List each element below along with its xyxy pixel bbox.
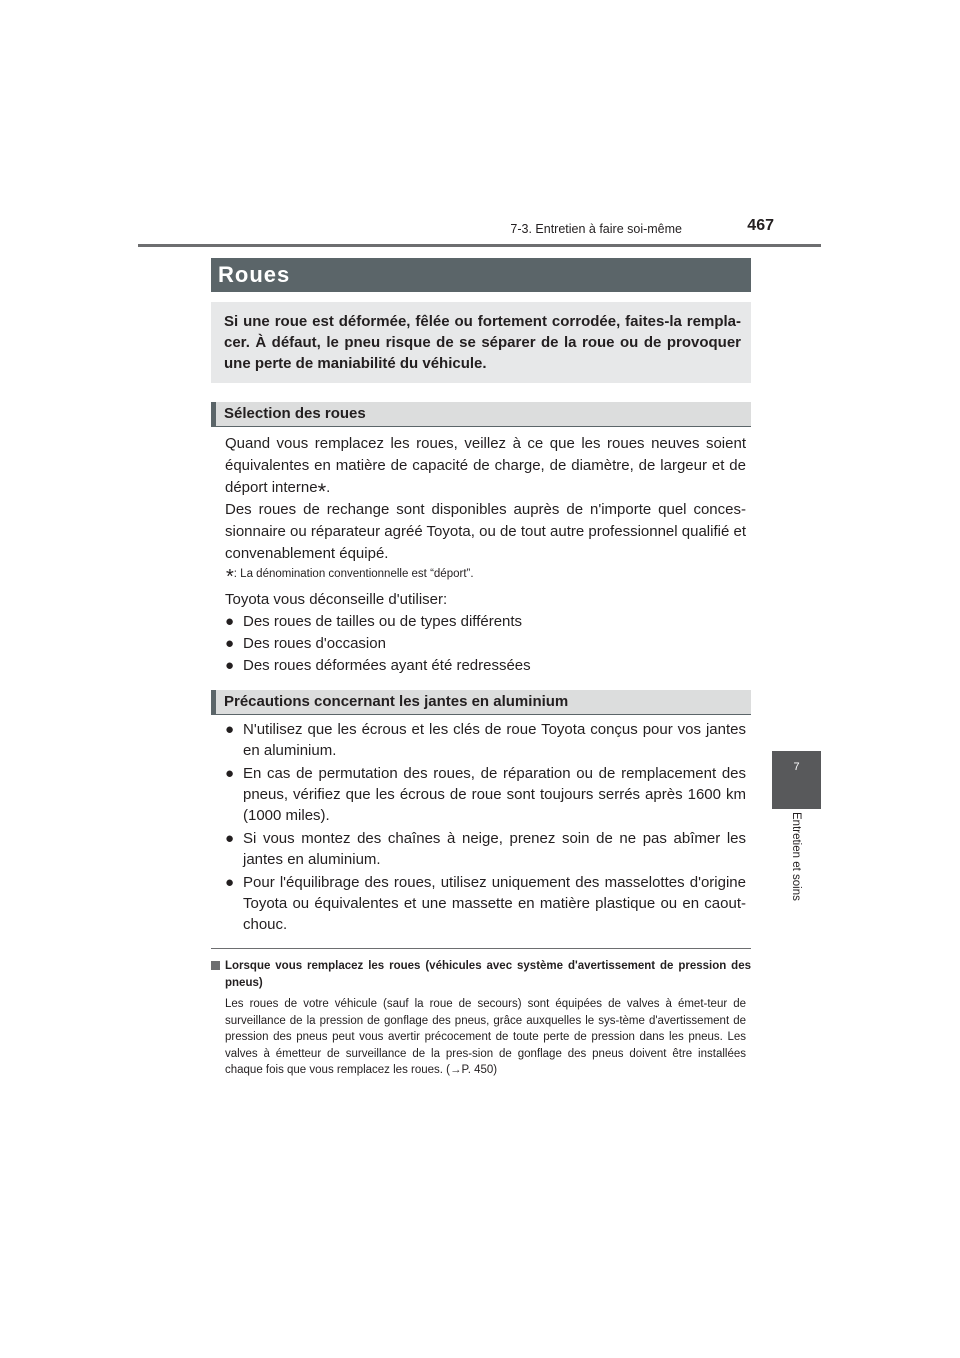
list-item: ● Pour l'équilibrage des roues, utilisez uniquement des masselottes d'origine Toyota ou équivalentes et une massette en matière plastique ou en caout-chouc. <box>225 874 746 933</box>
bullet-icon: ● <box>225 613 235 630</box>
footnote-text: : La dénomination conventionnelle est “déport”. <box>233 568 474 580</box>
section2-bullet-list <box>225 719 746 937</box>
footnote <box>226 566 474 588</box>
warning-intro: Toyota vous déconseille d'utiliser: <box>225 591 448 608</box>
bullet-icon: ● <box>225 830 235 847</box>
chapter-tab <box>772 751 821 809</box>
chapter-label: Entretien et soins <box>790 812 802 901</box>
section1-body <box>225 433 746 565</box>
page-title: Roues <box>211 258 751 292</box>
section-divider <box>211 948 751 949</box>
square-bullet-icon <box>211 961 220 970</box>
page-number: 467 <box>747 217 774 234</box>
info-heading: Lorsque vous remplacez les roues (véhicules avec système d'avertissement de pression des pneus) <box>211 958 751 992</box>
intro-box: Si une roue est déformée, fêlée ou fortement corrodée, faites-la rempla-cer. À défaut, le pneu risque de se séparer de la roue ou de provoquer une perte de maniabilité du véhicule. <box>211 302 751 383</box>
bullet-icon: ● <box>225 721 235 738</box>
section1-paragraph-1 <box>225 433 746 504</box>
section1-paragraph-2: Des roues de rechange sont disponibles auprès de n'importe quel conces-sionnaire ou réparateur agréé Toyota, ou de tout autre professionnel qualifié et convenablement équipé. <box>225 501 746 562</box>
bullet-icon: ● <box>225 874 235 891</box>
info-body: Les roues de votre véhicule (sauf la roue de secours) sont équipées de valves à émet-teur de surveillance de la pression de gonflage des pneus, grâce auxquelles le sys-tème d'avertissement de pression des pneus peut vous avertir précocement de toute perte de pression dans les pneus. Les valves à émetteur de surveillance de la pres-sion de gonflage des pneus doivent être installées chaque fois que vous remplacez les roues. (→P. 450) <box>225 998 746 1076</box>
chapter-number: 7 <box>793 761 800 773</box>
section1-bullet-list <box>225 611 746 677</box>
bullet-icon: ● <box>225 635 235 652</box>
bullet-icon: ● <box>225 657 235 674</box>
footnote-star: * <box>226 566 234 588</box>
list-item: ● Des roues déformées ayant été redressées <box>225 657 531 674</box>
bullet-icon: ● <box>225 765 235 782</box>
list-item: ● Si vous montez des chaînes à neige, prenez soin de ne pas abîmer les jantes en aluminium. <box>225 830 746 868</box>
section-heading-wheel-selection: Sélection des roues <box>211 402 751 426</box>
para1-text: Quand vous remplacez les roues, veillez à ce que les roues neuves soient équivalentes en matière de capacité de charge, de diamètre, de largeur et de déport interne <box>225 435 746 496</box>
header-rule <box>138 244 821 247</box>
list-item: ● Des roues d'occasion <box>225 635 386 652</box>
para1-end: . <box>326 479 331 496</box>
footnote-marker: * <box>317 479 327 504</box>
header-section-title: 7-3. Entretien à faire soi-même <box>510 222 682 236</box>
list-item: ● En cas de permutation des roues, de réparation ou de remplacement des pneus, vérifiez que les écrous de roue sont toujours serrés après 1600 km (1000 miles). <box>225 765 746 824</box>
section-heading-aluminum-rims: Précautions concernant les jantes en aluminium <box>211 690 751 714</box>
list-item: ● Des roues de tailles ou de types différents <box>225 613 523 630</box>
list-item: ● N'utilisez que les écrous et les clés de roue Toyota conçus pour vos jantes en aluminium. <box>225 721 746 759</box>
